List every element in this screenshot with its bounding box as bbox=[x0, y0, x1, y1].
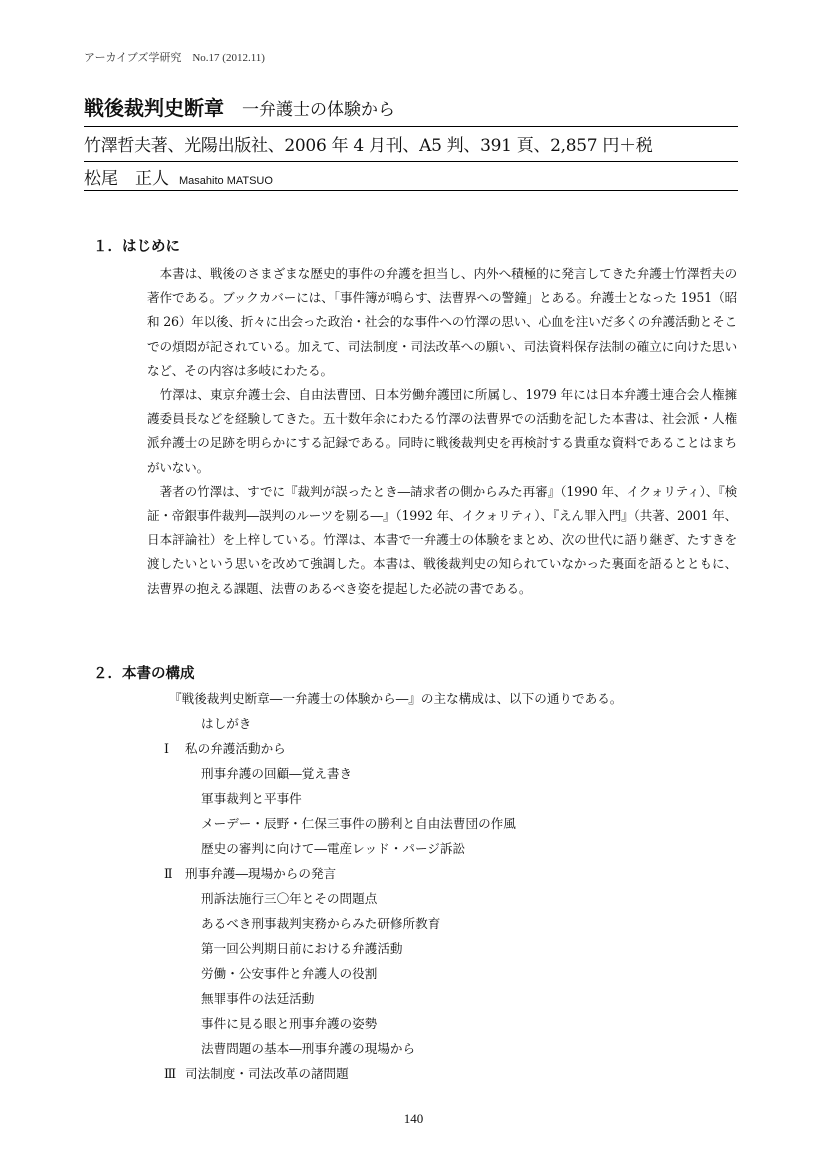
toc-entry: 労働・公安事件と弁護人の役割 bbox=[201, 966, 378, 981]
paragraph: 竹澤は、東京弁護士会、自由法曹団、日本労働弁護団に所属し、1979 年には日本弁護士連合会人権擁護委員長などを経験してきた。五十数年余にわたる竹澤の法曹界での活動を記した本書は、社会派・人権派弁護士の足跡を明らかにする記録である。同時に戦後裁判史を再検討する貴重な資料であることはまちがいない。 bbox=[147, 387, 737, 475]
title-block bbox=[84, 92, 738, 191]
toc-entry: 刑訴法施行三〇年とその問題点 bbox=[201, 891, 378, 906]
paragraph: 著者の竹澤は、すでに『裁判が誤ったとき―請求者の側からみた再審』（1990 年、イクォリティ）、『検証・帝銀事件裁判―誤判のルーツを剔る―』（1992 年、イクォリティ）、『えん罪入門』（共著、2001 年、日本評論社）を上梓している。竹澤は、本書で一弁護士の体験をまとめ、次の世代に語り継ぎ、たすきを渡したいという思いを改めて強調した。本書は、戦後裁判史の知られていなかった裏面を語るとともに、法曹界の抱える課題、法曹のあるべき姿を提起した必読の書である。 bbox=[147, 483, 737, 596]
toc-chapter-title: 刑事弁護―現場からの発言 bbox=[185, 866, 337, 881]
toc-entry: 第一回公判期日前における弁護活動 bbox=[201, 941, 403, 956]
toc-chapter bbox=[147, 1061, 737, 1086]
page-number: 140 bbox=[403, 1111, 424, 1126]
reviewer-line bbox=[84, 162, 738, 191]
reviewer-name-roman: Masahito MATSUO bbox=[179, 175, 273, 187]
toc-chapter-number: Ⅰ bbox=[164, 741, 169, 756]
toc-items bbox=[147, 711, 737, 1086]
introduction-body bbox=[147, 262, 737, 601]
book-subtitle: 一弁護士の体験から bbox=[242, 100, 395, 120]
running-head: アーカイブズ学研究 No.17 (2012.11) bbox=[84, 52, 265, 64]
reviewer-name: 松尾 正人 bbox=[84, 169, 169, 189]
toc-chapter bbox=[147, 861, 737, 886]
bibliography-line: 竹澤哲夫著、光陽出版社、2006 年 4 月刊、A5 判、391 頁、2,857 円＋税 bbox=[84, 127, 738, 162]
toc-entry: 事件に見る眼と刑事弁護の姿勢 bbox=[201, 1016, 378, 1031]
toc-chapter-title: 私の弁護活動から bbox=[185, 741, 286, 756]
toc-entry: 軍事裁判と平事件 bbox=[201, 791, 302, 806]
toc-entry: 無罪事件の法廷活動 bbox=[201, 991, 315, 1006]
toc-entry: 歴史の審判に向けて―電産レッド・パージ訴訟 bbox=[201, 841, 466, 856]
toc-chapter bbox=[147, 736, 737, 761]
section-heading-structure: ２．本書の構成 bbox=[93, 666, 195, 682]
toc-entry: メーデー・辰野・仁保三事件の勝利と自由法曹団の作風 bbox=[201, 816, 516, 831]
book-title: 戦後裁判史断章 bbox=[84, 96, 224, 120]
toc-lead: 『戦後裁判史断章―一弁護士の体験から―』の主な構成は、以下の通りである。 bbox=[169, 691, 623, 706]
title-line bbox=[84, 92, 738, 127]
toc-chapter-number: Ⅱ bbox=[164, 866, 173, 881]
section-heading-introduction: １．はじめに bbox=[93, 239, 180, 255]
toc-entry: はしがき bbox=[201, 716, 252, 731]
toc-chapter-number: Ⅲ bbox=[164, 1066, 177, 1081]
table-of-contents bbox=[147, 686, 737, 1086]
toc-entry: あるべき刑事裁判実務からみた研修所教育 bbox=[201, 916, 441, 931]
toc-entry: 法曹問題の基本―刑事弁護の現場から bbox=[201, 1041, 416, 1056]
paragraph: 本書は、戦後のさまざまな歴史的事件の弁護を担当し、内外へ積極的に発言してきた弁護士竹澤哲夫の著作である。ブックカバーには、「事件簿が鳴らす、法曹界への警鐘」とある。弁護士となった 1951（昭和 26）年以後、折々に出会った政治・社会的な事件への竹澤の思い、心血を注いだ多くの弁護活動とそこでの煩悶が記されている。加えて、司法制度・司法改革への願い、司法資料保存法制の確立に向けた思いなど、その内容は多岐にわたる。 bbox=[147, 266, 737, 378]
toc-entry: 刑事弁護の回顧―覚え書き bbox=[201, 766, 353, 781]
toc-chapter-title: 司法制度・司法改革の諸問題 bbox=[185, 1066, 349, 1081]
